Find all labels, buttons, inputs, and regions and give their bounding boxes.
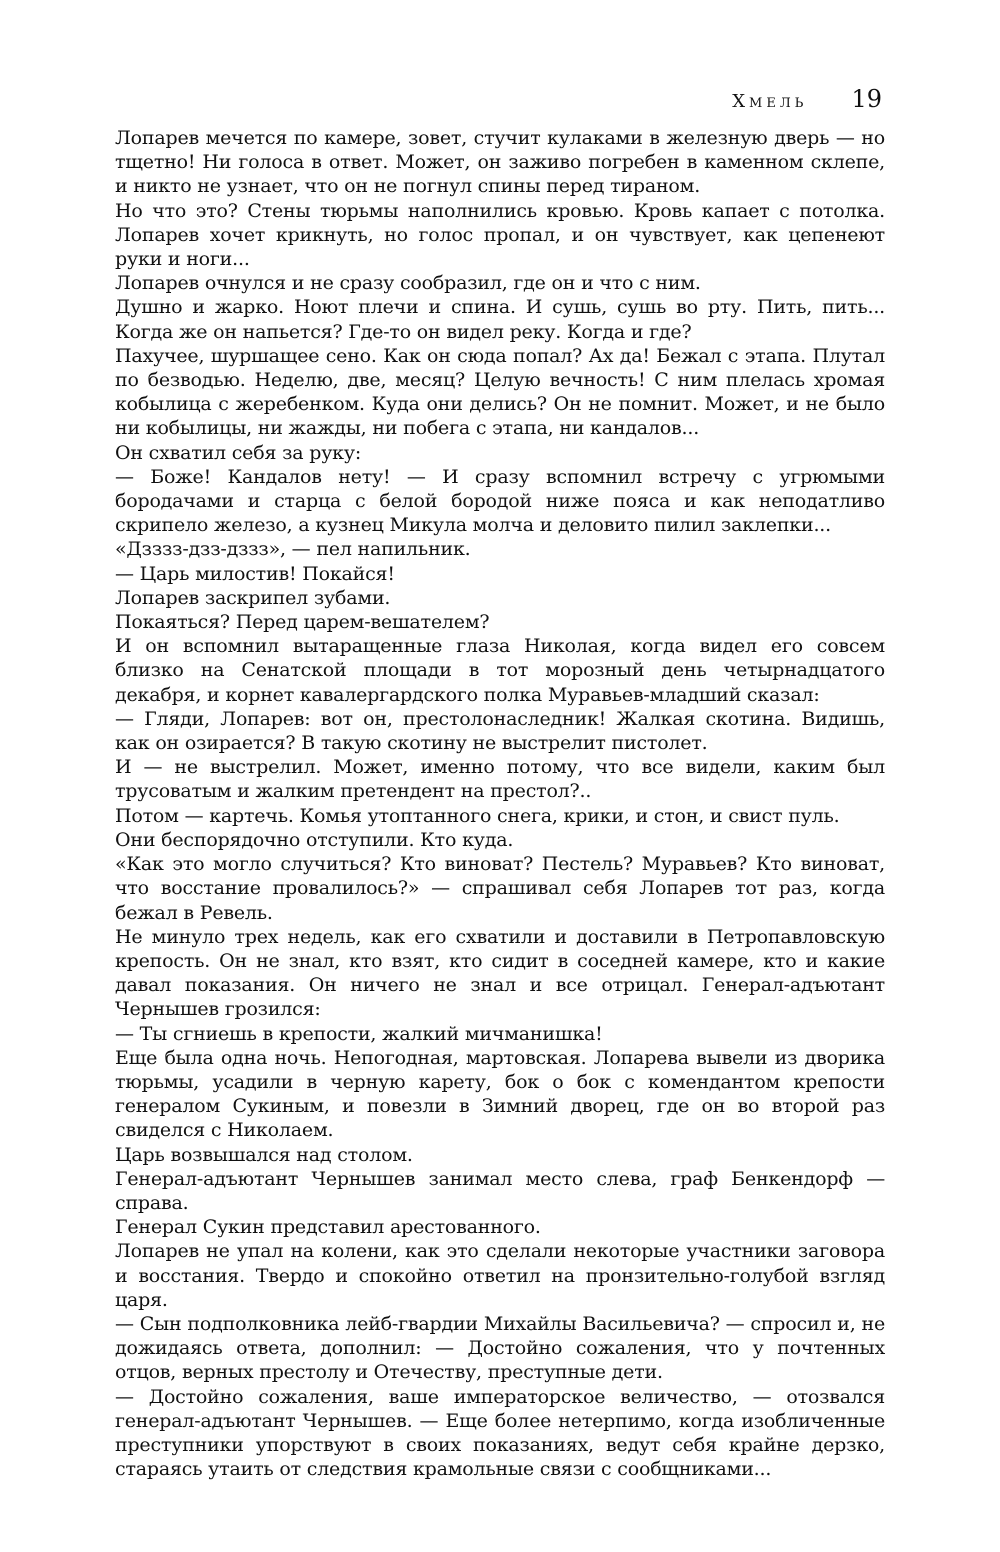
paragraph: И он вспомнил вытаращенные глаза Николая, когда видел его совсем близко на Сенатской площади в тот морозный день четырнадцатого декабря, и корнет кавалергардского полка Муравьев-младший сказал: xyxy=(115,635,885,706)
paragraph: Лопарев очнулся и не сразу сообразил, где он и что с ним. xyxy=(115,272,701,295)
paragraph: «Как это могло случиться? Кто виноват? Пестель? Муравьев? Кто виноват, что восстание провалилось?» — спрашивал себя Лопарев тот раз, когда бежал в Ревель. xyxy=(115,853,885,924)
paragraph: Потом — картечь. Комья утоптанного снега, крики, и стон, и свист пуль. xyxy=(115,804,840,827)
running-title: Хмель xyxy=(732,91,808,112)
paragraph: — Достойно сожаления, ваше императорское величество, — отозвался генерал-адъютант Чернышев. — Еще более нетерпимо, когда изобличенные преступники упорствуют в своих показаниях, ведут себя крайне дерзко, стараясь утаить от следствия крамольные связи с сообщниками... xyxy=(115,1385,885,1481)
paragraph: Он схватил себя за руку: xyxy=(115,441,362,464)
paragraph: Генерал Сукин представил арестованного. xyxy=(115,1216,541,1239)
paragraph: Пахучее, шуршащее сено. Как он сюда попал? Ах да! Бежал с этапа. Плутал по безводью. Неделю, две, месяц? Целую вечность! С ним плелась хромая кобылица с жеребенком. Куда они делись? Он не помнит. Может, и не было ни кобылицы, ни жажды, ни побега с этапа, ни кандалов... xyxy=(115,344,885,440)
paragraph: Они беспорядочно отступили. Кто куда. xyxy=(115,828,514,851)
paragraph: И — не выстрелил. Может, именно потому, что все видели, каким был трусоватым и жалким претендент на престол?.. xyxy=(115,756,885,803)
paragraph: Еще была одна ночь. Непогодная, мартовская. Лопарева вывели из дворика тюрьмы, усадили в черную карету, бок о бок с комендантом крепости генералом Сукиным, и повезли в Зимний дворец, где он во второй раз свиделся с Николаем. xyxy=(115,1046,885,1142)
paragraph: Но что это? Стены тюрьмы наполнились кровью. Кровь капает с потолка. Лопарев хочет крикнуть, но голос пропал, и он чувствует, как цепенеют руки и ноги... xyxy=(115,199,885,271)
paragraph: — Гляди, Лопарев: вот он, престолонаследник! Жалкая скотина. Видишь, как он озирается? В такую скотину не выстрелит пистолет. xyxy=(115,707,885,755)
paragraph: Душно и жарко. Ноют плечи и спина. И сушь, сушь во рту. Пить, пить... Когда же он напьется? Где-то он видел реку. Когда и где? xyxy=(115,296,885,343)
paragraph: Царь возвышался над столом. xyxy=(115,1143,413,1166)
paragraph: — Сын подполковника лейб-гвардии Михайлы Васильевича? — спросил и, не дожидаясь ответа, дополнил: — Достойно сожаления, что у почтенных отцов, верных престолу и Отечеству, преступные дети. xyxy=(115,1312,885,1384)
paragraph: — Ты сгниешь в крепости, жалкий мичманишка! xyxy=(115,1022,603,1045)
paragraph: — Боже! Кандалов нету! — И сразу вспомнил встречу с угрюмыми бородачами и старца с белой бородой ниже пояса и как неподатливо скрипело железо, а кузнец Микула молча и деловито пилил заклепки... xyxy=(115,465,885,537)
paragraph: Лопарев заскрипел зубами. xyxy=(115,586,391,609)
paragraph: Лопарев мечется по камере, зовет, стучит кулаками в железную дверь — но тщетно! Ни голоса в ответ. Может, он заживо погребен в каменном склепе, и никто не узнает, что он не погнул спины перед тираном. xyxy=(115,127,885,198)
paragraph: Генерал-адъютант Чернышев занимал место слева, граф Бенкендорф — справа. xyxy=(115,1167,885,1214)
paragraph: Покаяться? Перед царем-вешателем? xyxy=(115,611,490,634)
paragraph: «Дзззз-дзз-дззз», — пел напильник. xyxy=(115,538,471,561)
paragraph: — Царь милостив! Покайся! xyxy=(115,562,395,585)
page-number: 19 xyxy=(851,85,882,113)
running-head xyxy=(732,85,882,113)
paragraph: Лопарев не упал на колени, как это сделали некоторые участники заговора и восстания. Твердо и спокойно ответил на пронзительно-голубой взгляд царя. xyxy=(115,1240,885,1311)
paragraph: Не минуло трех недель, как его схватили и доставили в Петропавловскую крепость. Он не знал, кто взят, кто сидит в соседней камере, кто и какие давал показания. Он ничего не знал и все отрицал. Генерал-адъютант Чернышев грозился: xyxy=(115,925,885,1021)
body-text xyxy=(115,126,885,1481)
